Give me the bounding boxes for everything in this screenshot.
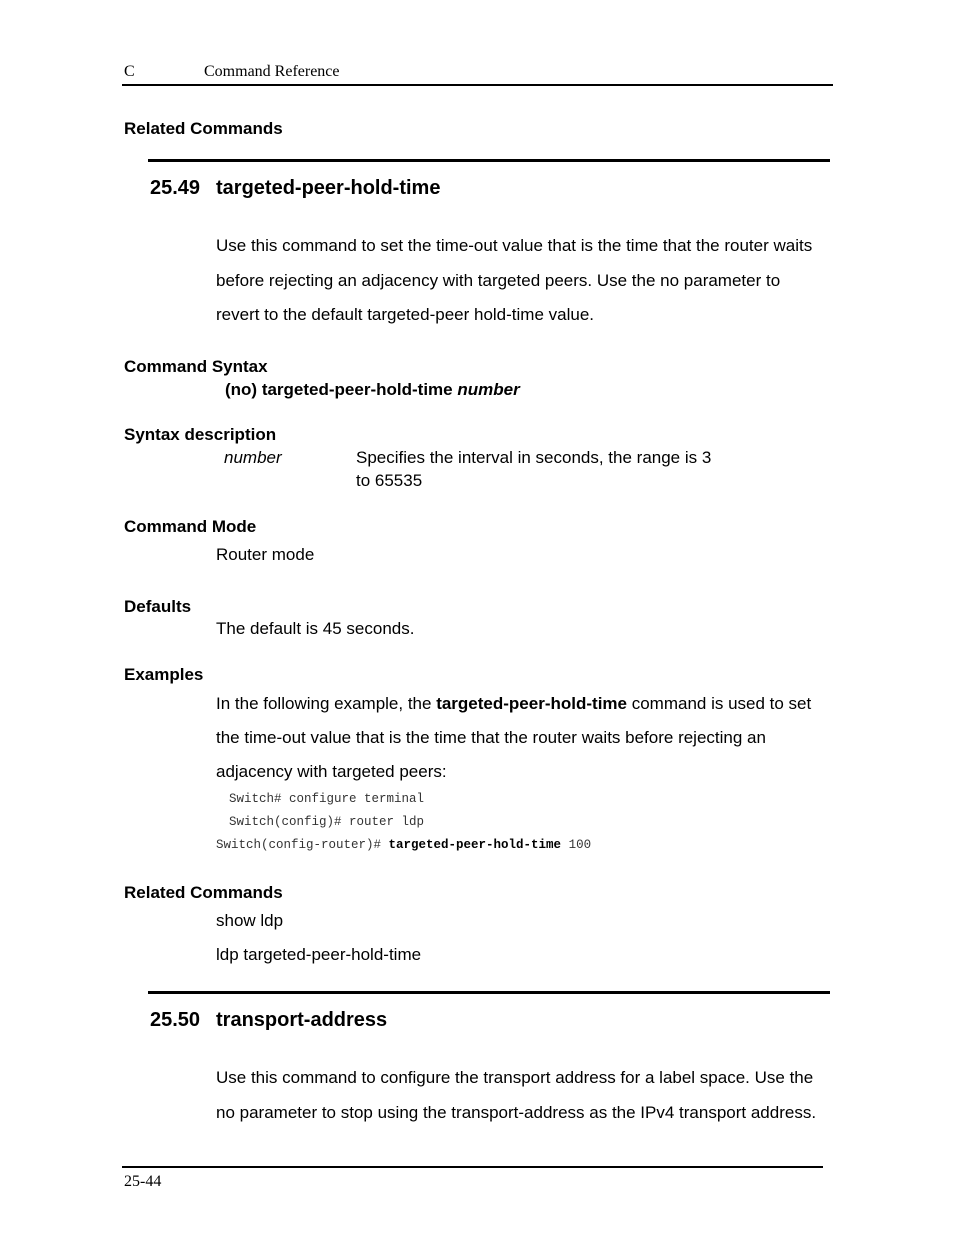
related-command-item: ldp targeted-peer-hold-time [216, 945, 422, 964]
header-rule [122, 84, 833, 86]
command-mode-heading: Command Mode [124, 517, 257, 536]
code-command: targeted-peer-hold-time [388, 838, 562, 852]
section-50-rule [148, 991, 830, 994]
section-49-title: targeted-peer-hold-time [216, 177, 441, 199]
section-50-number: 25.50 [150, 1009, 201, 1031]
defaults-heading: Defaults [124, 597, 192, 616]
page-number: 25-44 [124, 1173, 162, 1190]
command-syntax-prefix: (no) targeted-peer-hold-time [225, 380, 458, 399]
section-50-title: transport-address [216, 1009, 388, 1031]
examples-text-pre: In the following example, the [216, 694, 437, 713]
header-title: Command Reference [204, 63, 340, 80]
examples-text-command: targeted-peer-hold-time [436, 694, 627, 713]
related-commands-heading: Related Commands [124, 883, 283, 902]
code-line: Switch# configure terminal [229, 792, 425, 806]
examples-text-post: command is used to set [626, 694, 812, 713]
code-argument: 100 [561, 838, 592, 852]
examples-text-line: the time-out value that is the time that the router waits before rejecting an [216, 728, 766, 747]
top-related-heading: Related Commands [124, 119, 283, 138]
syntax-description-heading: Syntax description [124, 425, 277, 444]
code-line [216, 838, 591, 852]
command-syntax-line [225, 380, 520, 400]
syntax-param-desc-line: Specifies the interval in seconds, the range is 3 [356, 448, 712, 467]
section-49-number: 25.49 [150, 177, 201, 199]
related-command-item: show ldp [216, 911, 284, 930]
syntax-param-desc-line: to 65535 [356, 471, 423, 490]
section-49-description-line: revert to the default targeted-peer hold-time value. [216, 305, 594, 324]
section-49-rule [148, 159, 830, 162]
command-syntax-param: number [457, 380, 520, 399]
code-prompt: Switch(config-router)# [216, 838, 389, 852]
defaults-value: The default is 45 seconds. [216, 619, 415, 638]
code-line: Switch(config)# router ldp [229, 815, 425, 829]
examples-text-line: adjacency with targeted peers: [216, 762, 447, 781]
command-syntax-heading: Command Syntax [124, 357, 268, 376]
syntax-param-name: number [224, 448, 282, 467]
header-chapter-letter: C [124, 63, 135, 80]
section-49-description-line: Use this command to set the time-out value that is the time that the router waits [216, 236, 813, 255]
footer-rule [122, 1166, 823, 1168]
section-50-description-line: no parameter to stop using the transport-address as the IPv4 transport address. [216, 1103, 817, 1122]
examples-text-line [216, 694, 811, 714]
section-49-description-line: before rejecting an adjacency with targeted peers. Use the no parameter to [216, 271, 781, 290]
section-50-description-line: Use this command to configure the transport address for a label space. Use the [216, 1068, 814, 1087]
command-mode-value: Router mode [216, 545, 315, 564]
examples-heading: Examples [124, 665, 204, 684]
